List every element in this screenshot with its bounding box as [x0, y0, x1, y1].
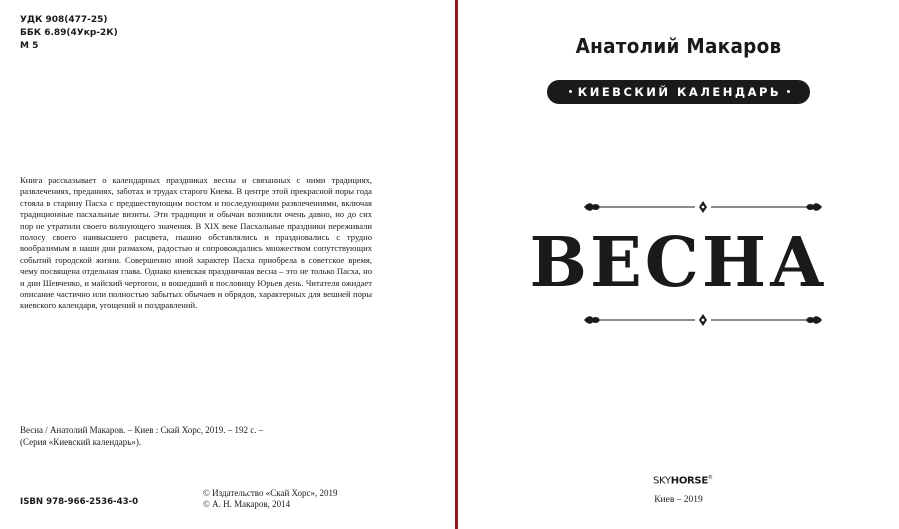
registered-mark: ®: [707, 475, 713, 481]
title-page: [458, 0, 899, 529]
copyright-line: © Издательство «Скай Хорс», 2019: [203, 488, 338, 498]
copyright-line: © А. Н. Макаров, 2014: [203, 499, 291, 509]
publisher-logo-light: SKY: [653, 475, 671, 487]
series-label: [547, 80, 810, 104]
abstract-text: Книга рассказывает о календарных праздниках весны и связанных с ними традициях, развлечениях, преданиях, заботах и трудах старого Киева. В центре этой прекрасной поры года стояла в старину Пасха с предшествующим постом и последующими развлечениями, включая традиционные пасхальные визиты. Эти традиции и обычаи возникли очень давно, но до сих пор не утратили своего волнующего значения. В XIX веке Пасхальные праздники переживали полосу своего наивысшего расцвета, пышно обставлялись и праздновались с трудно вообразимым в наши дни размахом, радостью и сопровождались множеством сопутствующих событий городской жизни. Совершенно иной характер Пасха приобрела в советское время, чему посвящена отдельная глава. Однако киевская праздничная весна – это не только Пасха, но и дни Шевченко, и майский чертогон, и вошедший в пословицу Юрьев день. Читателя ожидает описание частично или полностью забытых обычаев и обрядов, характерных для вешней поры киевского календаря, угощений и поздравлений.: [20, 175, 372, 311]
classification-codes: [20, 14, 118, 53]
dot-ornament-icon: [569, 90, 572, 93]
biblio-line: (Серия «Киевский календарь»).: [20, 437, 142, 447]
ornament-divider-icon: [580, 200, 826, 214]
author-name: Анатолий Макаров: [575, 34, 782, 58]
copyright-block: [203, 488, 337, 510]
author-mark: М 5: [20, 41, 39, 51]
ornament-divider-icon: [580, 313, 826, 327]
bibliographic-record: [20, 424, 263, 448]
series-name: КИЕВСКИЙ КАЛЕНДАРЬ: [577, 85, 782, 99]
udk-code: УДК 908(477-25): [20, 15, 108, 25]
publisher-logo: [653, 475, 713, 486]
dot-ornament-icon: [787, 90, 790, 93]
isbn: ISBN 978-966-2536-43-0: [20, 497, 139, 507]
publisher-logo-bold: HORSE: [670, 475, 708, 487]
book-title: ВЕСНА: [529, 223, 828, 303]
bbk-code: ББК 6.89(4Укр-2К): [20, 28, 118, 38]
imprint-city-year: Киев – 2019: [654, 495, 703, 505]
series-banner: [458, 80, 899, 104]
biblio-line: Весна / Анатолий Макаров. – Киев : Скай Хорс, 2019. – 192 с. –: [20, 425, 264, 435]
